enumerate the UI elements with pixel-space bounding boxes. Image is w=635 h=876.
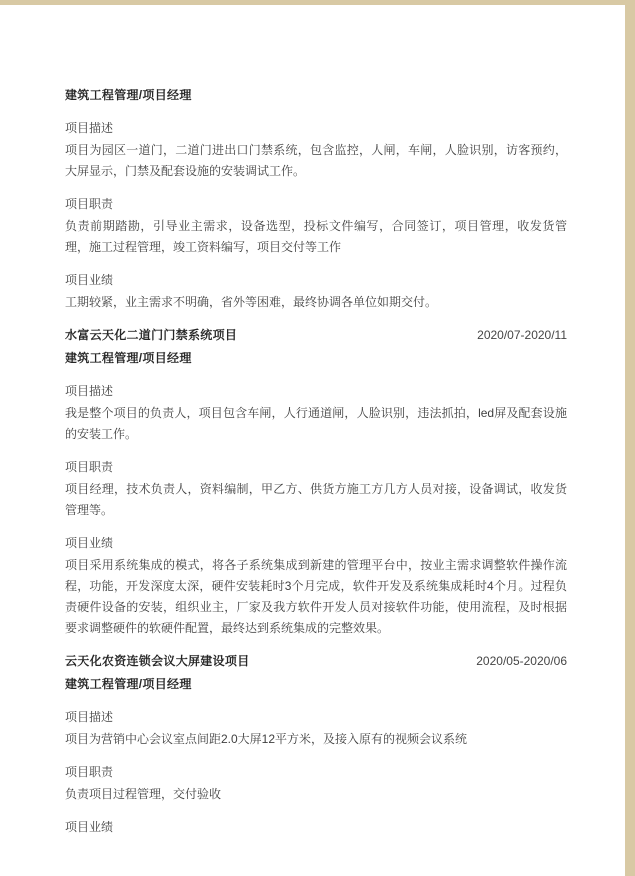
description-label: 项目描述: [65, 710, 114, 724]
project-section: [65, 651, 567, 838]
responsibility-block: [65, 762, 567, 805]
achievement-text: 工期较紧，业主需求不明确，省外等困难，最终协调各单位如期交付。: [65, 295, 438, 309]
project-header-row: [65, 651, 567, 672]
achievement-block: [65, 533, 567, 639]
description-text: 项目为营销中心会议室点间距2.0大屏12平方米，及接入原有的视频会议系统: [65, 732, 468, 746]
project-role: 建筑工程管理/项目经理: [65, 677, 192, 691]
achievement-label: 项目业绩: [65, 820, 114, 834]
description-text: 项目为园区一道门，二道门进出口门禁系统，包含监控，人闸，车闸，人脸识别，访客预约，大屏显示，门禁及配套设施的安装调试工作。: [65, 143, 567, 178]
project-date: 2020/05-2020/06: [476, 654, 567, 668]
resume-page: [0, 5, 625, 876]
achievement-label: 项目业绩: [65, 273, 114, 287]
project-role: 建筑工程管理/项目经理: [65, 88, 192, 102]
project-title: 水富云天化二道门门禁系统项目: [65, 328, 238, 342]
responsibility-label: 项目职责: [65, 765, 114, 779]
responsibility-label: 项目职责: [65, 460, 114, 474]
responsibility-text: 负责前期踏勘，引导业主需求，设备选型，投标文件编写，合同签订，项目管理，收发货管理，施工过程管理，竣工资料编写，项目交付等工作: [65, 219, 567, 254]
responsibility-label: 项目职责: [65, 197, 114, 211]
project-date: 2020/07-2020/11: [477, 328, 567, 342]
responsibility-block: [65, 457, 567, 521]
description-label: 项目描述: [65, 384, 114, 398]
responsibility-block: [65, 194, 567, 258]
description-block: [65, 381, 567, 445]
description-block: [65, 707, 567, 750]
project-section: [65, 325, 567, 639]
resume-content: [0, 5, 625, 838]
achievement-block: [65, 270, 567, 313]
responsibility-text: 项目经理，技术负责人，资料编制，甲乙方、供货方施工方几方人员对接，设备调试，收发货管理等。: [65, 482, 567, 517]
project-title: 云天化农资连锁会议大屏建设项目: [65, 654, 250, 668]
achievement-block: [65, 817, 567, 838]
responsibility-text: 负责项目过程管理，交付验收: [65, 787, 222, 801]
project-role: 建筑工程管理/项目经理: [65, 351, 192, 365]
project-section: [65, 85, 567, 313]
achievement-text: 项目采用系统集成的模式，将各子系统集成到新建的管理平台中，按业主需求调整软件操作流程，功能，开发深度太深，硬件安装耗时3个月完成，软件开发及系统集成耗时4个月。过程负责硬件设备的安装，组织业主，厂家及我方软件开发人员对接软件功能，使用流程，及时根据要求调整硬件的软硬件配置，最终达到系统集成的完整效果。: [65, 558, 567, 635]
description-block: [65, 118, 567, 182]
description-text: 我是整个项目的负责人，项目包含车闸，人行通道闸，人脸识别，违法抓拍，led屏及配套设施的安装工作。: [65, 406, 567, 441]
description-label: 项目描述: [65, 121, 114, 135]
achievement-label: 项目业绩: [65, 536, 114, 550]
project-header-row: [65, 325, 567, 346]
